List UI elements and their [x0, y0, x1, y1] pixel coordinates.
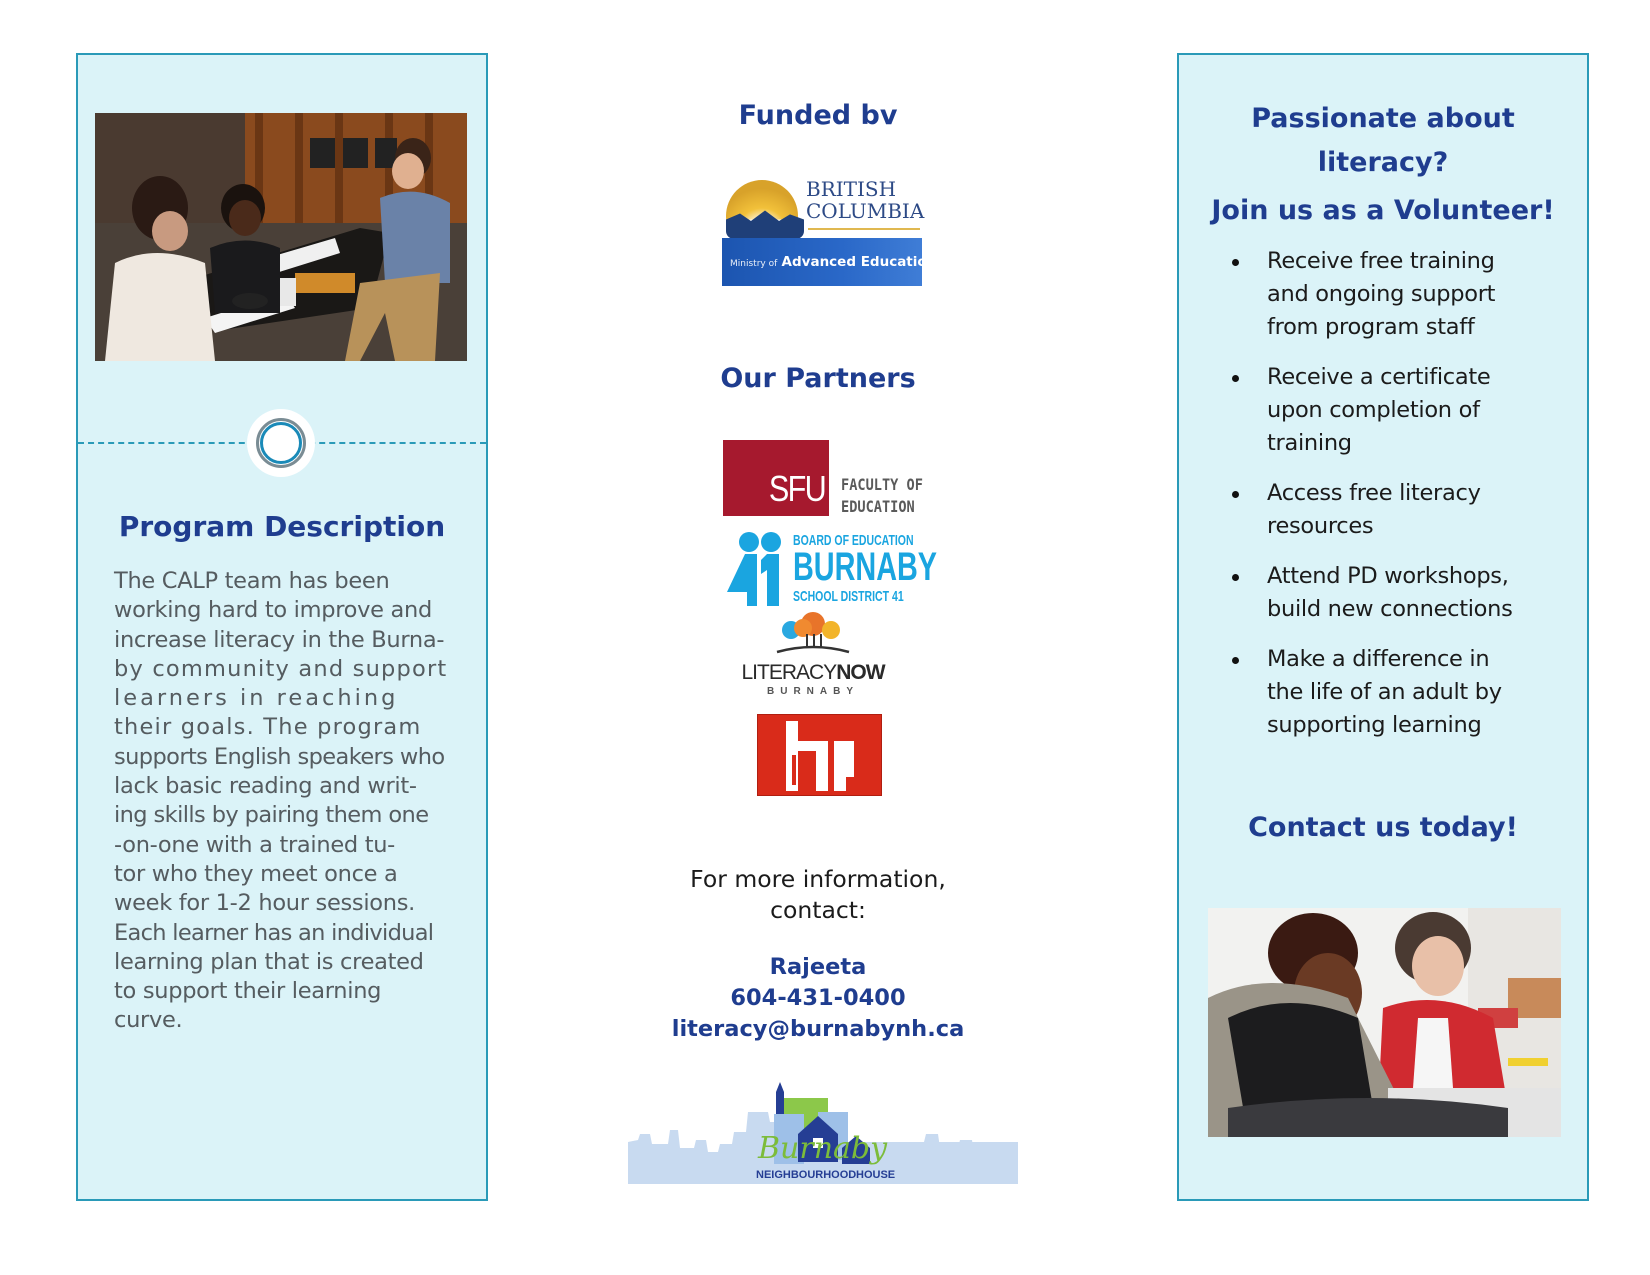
- burnaby-school-district-41-logo: BOARD OF EDUCATION BURNABY SCHOOL DISTRICT 41: [727, 530, 917, 606]
- program-description-title: Program Description: [118, 510, 446, 543]
- list-item: Access free literacy resources: [1232, 477, 1582, 543]
- people-figures-icon: [727, 530, 789, 606]
- svg-text:HOUSE: HOUSE: [856, 1169, 896, 1181]
- bpl-mark-icon: [758, 715, 881, 795]
- contact-us-today-title: Contact us today!: [1248, 812, 1518, 843]
- literacy-now-burnaby-logo: LITERACYNOW BURNABY: [733, 612, 893, 698]
- svg-text:Burnaby: Burnaby: [758, 1131, 888, 1166]
- burnaby-public-library-logo: [757, 714, 882, 796]
- contact-name: Rajeeta: [769, 954, 867, 980]
- bc-ministry-advanced-education-logo: BRITISH COLUMBIA Ministry of Advanced Education: [722, 176, 922, 286]
- tree-book-icon: [773, 612, 853, 656]
- list-item: Attend PD workshops, build new connections: [1232, 560, 1582, 626]
- list-item: Receive a certificate upon completion of training: [1232, 361, 1582, 460]
- right-panel: [1177, 53, 1589, 1201]
- contact-details: [590, 952, 1046, 1045]
- list-item: Make a difference in the life of an adult by supporting learning: [1232, 643, 1582, 742]
- passionate-about-literacy-title: Passionate about literacy?: [1251, 103, 1515, 178]
- contact-phone[interactable]: 604-431-0400: [730, 985, 906, 1011]
- reading-together-photo: [1208, 908, 1561, 1137]
- contact-email[interactable]: literacy@burnabynh.ca: [671, 1016, 965, 1042]
- volunteer-benefits-list: [1232, 245, 1582, 759]
- join-volunteer-title: Join us as a Volunteer!: [1211, 195, 1555, 226]
- circle-ornament-icon: [247, 409, 315, 477]
- our-partners-title: Our Partners: [720, 363, 916, 394]
- svg-text:NEIGHBOURHOOD: NEIGHBOURHOOD: [756, 1169, 857, 1181]
- burnaby-neighbourhood-house-logo: [628, 1082, 1018, 1184]
- sfu-faculty-of-education-logo: SFU FACULTY OF EDUCATION: [723, 440, 933, 516]
- tutoring-session-photo: [95, 113, 467, 361]
- left-panel: [76, 53, 488, 1201]
- more-information-text: For more information, contact:: [690, 865, 946, 924]
- list-item: Receive free training and ongoing support from program staff: [1232, 245, 1582, 344]
- bullet-icon: [1232, 259, 1239, 266]
- funded-by-title: Funded bv: [738, 100, 898, 131]
- bullet-icon: [1232, 657, 1239, 664]
- bullet-icon: [1232, 491, 1239, 498]
- bullet-icon: [1232, 375, 1239, 382]
- bullet-icon: [1232, 574, 1239, 581]
- program-description-body: The CALP team has been working hard to improve and increase literacy in the Burna- by community and support learners in reaching their goals. The program supports English speakers who lack basic reading and writ- ing skills by pairing them one -on-one with a trained tu- tor who they meet once a week for 1-2 hour sessions. Each learner has an individual learning plan that is created to support their learning curve.: [114, 568, 448, 1034]
